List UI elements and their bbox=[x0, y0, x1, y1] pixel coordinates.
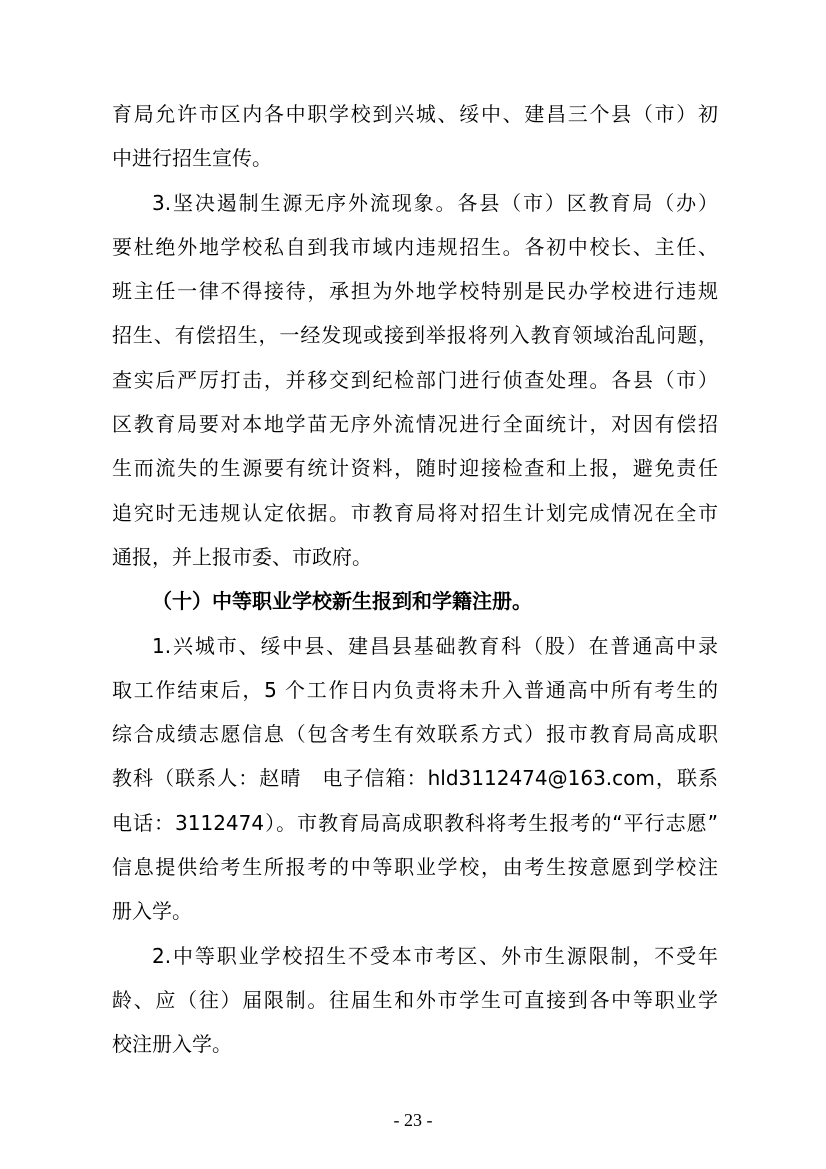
document-body bbox=[112, 92, 718, 1067]
text-line-5: 班主任一律不得接待，承担为外地学校特别是民办学校进行违规 bbox=[112, 279, 718, 304]
text-line-10: 追究时无违规认定依据。市教育局将对招生计划完成情况在全市 bbox=[112, 500, 718, 525]
text-line-1: 育局允许市区内各中职学校到兴城、绥中、建昌三个县（市）初 bbox=[112, 102, 718, 126]
text-line-20: 2.中等职业学校招生不受本市考区、外市生源限制，不受年 bbox=[152, 943, 718, 968]
section-heading: （十）中等职业学校新生报到和学籍注册。 bbox=[152, 589, 532, 614]
text-line-14: 取工作结束后，5 个工作日内负责将未升入普通高中所有考生的 bbox=[112, 677, 718, 702]
text-line-19: 册入学。 bbox=[112, 899, 192, 924]
text-line-15: 综合成绩志愿信息（包含考生有效联系方式）报市教育局高成职 bbox=[112, 722, 718, 747]
text-line-13: 1.兴城市、绥中县、建昌县基础教育科（股）在普通高中录 bbox=[152, 633, 718, 658]
text-line-6: 招生、有偿招生，一经发现或接到举报将列入教育领域治乱问题， bbox=[112, 323, 718, 348]
text-line-18: 信息提供给考生所报考的中等职业学校，由考生按意愿到学校注 bbox=[112, 855, 718, 880]
text-line-11: 通报，并上报市委、市政府。 bbox=[112, 544, 372, 569]
text-line-8: 区教育局要对本地学苗无序外流情况进行全面统计，对因有偿招 bbox=[112, 412, 718, 437]
text-line-4: 要杜绝外地学校私自到我市域内违规招生。各初中校长、主任、 bbox=[112, 234, 718, 259]
text-line-22: 校注册入学。 bbox=[112, 1032, 232, 1057]
text-line-17: 电话：3112474）。市教育局高成职教科将考生报考的“平行志愿” bbox=[112, 810, 718, 835]
text-line-21: 龄、应（往）届限制。往届生和外市学生可直接到各中等职业学 bbox=[112, 987, 718, 1012]
page-number: - 23 - bbox=[393, 1110, 433, 1130]
text-line-7: 查实后严厉打击，并移交到纪检部门进行侦查处理。各县（市） bbox=[112, 367, 718, 392]
text-line-16: 教科（联系人：赵晴 电子信箱：hld3112474@163.com，联系 bbox=[112, 766, 718, 791]
text-line-9: 生而流失的生源要有统计资料，随时迎接检查和上报，避免责任 bbox=[112, 456, 718, 481]
text-line-2: 中进行招生宣传。 bbox=[112, 146, 272, 171]
text-line-3: 3.坚决遏制生源无序外流现象。各县（市）区教育局（办） bbox=[152, 190, 718, 215]
